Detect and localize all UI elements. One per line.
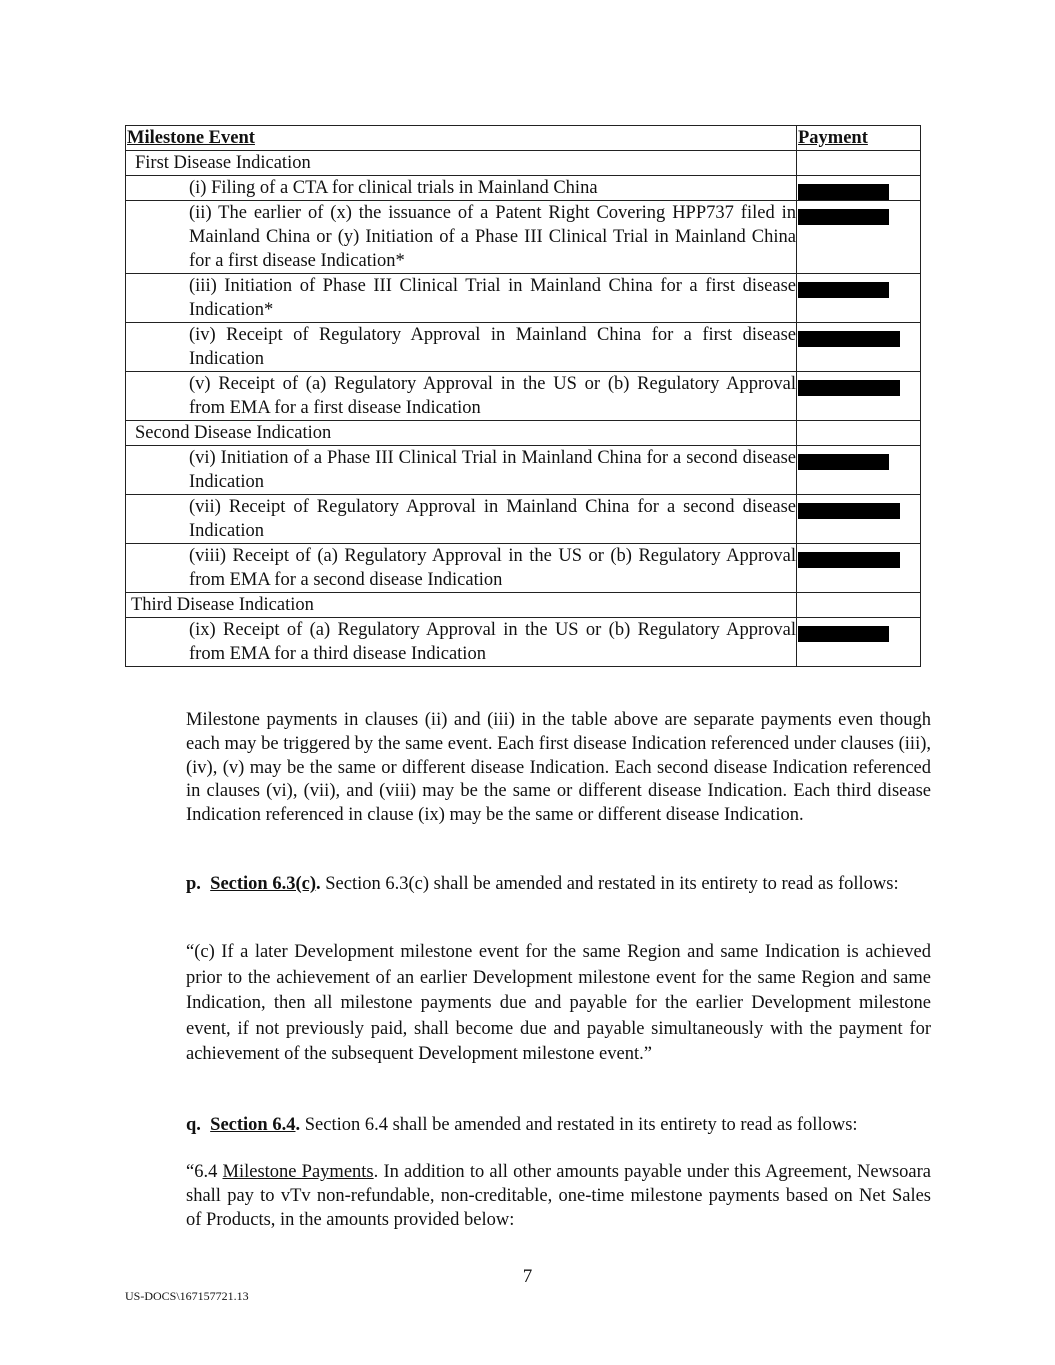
redacted-payment-bar: [798, 626, 889, 642]
table-group-row: [126, 151, 921, 176]
group-label: First Disease Indication: [126, 151, 797, 176]
payment-cell: [797, 421, 921, 446]
redacted-payment-bar: [798, 380, 900, 396]
payment-cell: [797, 201, 921, 274]
table-row: [126, 176, 921, 201]
table-group-row: [126, 593, 921, 618]
section-p-label: p.: [186, 874, 201, 894]
document-id: US-DOCS\167157721.13: [125, 1289, 249, 1303]
payment-cell: [797, 593, 921, 618]
quote-64-text: . In addition to all other amounts payable under this Agreement, Newsoara shall pay to vTv non-refundable, non-creditable, one-time milestone payments based on Net Sales of Products, in the amounts provided below:: [186, 1162, 931, 1230]
page-number: 7: [522, 1266, 533, 1287]
redacted-payment-bar: [798, 184, 889, 200]
table-row: [126, 446, 921, 495]
header-payment: Payment: [797, 126, 921, 151]
section-p-paragraph: p. Section 6.3(c). Section 6.3(c) shall be amended and restated in its entirety to read as follows:: [186, 874, 899, 894]
payment-cell: [797, 274, 921, 323]
table-row: [126, 544, 921, 593]
milestone-event: (viii) Receipt of (a) Regulatory Approval in the US or (b) Regulatory Approval from EMA for a second disease Indication: [126, 544, 797, 593]
milestone-event: (ix) Receipt of (a) Regulatory Approval in the US or (b) Regulatory Approval from EMA for a third disease Indication: [126, 618, 797, 667]
milestone-event: (v) Receipt of (a) Regulatory Approval in the US or (b) Regulatory Approval from EMA for a first disease Indication: [126, 372, 797, 421]
redacted-payment-bar: [798, 454, 889, 470]
milestone-table: [125, 125, 921, 667]
redacted-payment-bar: [798, 209, 889, 225]
payment-cell: [797, 323, 921, 372]
section-p-text: Section 6.3(c) shall be amended and restated in its entirety to read as follows:: [320, 874, 899, 894]
table-row: [126, 618, 921, 667]
redacted-payment-bar: [798, 331, 900, 347]
redacted-payment-bar: [798, 552, 900, 568]
payment-cell: [797, 618, 921, 667]
table-row: [126, 372, 921, 421]
quote-64-lead: “6.4: [186, 1162, 223, 1182]
section-q-label: q.: [186, 1115, 201, 1135]
quote-64-paragraph: [186, 1161, 931, 1232]
payment-cell: [797, 446, 921, 495]
redacted-payment-bar: [798, 503, 900, 519]
milestone-event: (iii) Initiation of Phase III Clinical Trial in Mainland China for a first disease Indication*: [126, 274, 797, 323]
table-row: [126, 274, 921, 323]
milestone-event: (i) Filing of a CTA for clinical trials in Mainland China: [126, 176, 797, 201]
table-header-row: [126, 126, 921, 151]
table-group-row: [126, 421, 921, 446]
section-q-heading: Section 6.4: [210, 1115, 296, 1135]
milestone-event: (vi) Initiation of a Phase III Clinical Trial in Mainland China for a second disease Indication: [126, 446, 797, 495]
payment-cell: [797, 372, 921, 421]
section-p-heading: Section 6.3(c): [210, 874, 317, 894]
redacted-payment-bar: [798, 282, 889, 298]
milestone-event: (vii) Receipt of Regulatory Approval in Mainland China for a second disease Indication: [126, 495, 797, 544]
group-label: Third Disease Indication: [126, 593, 797, 618]
milestone-note-paragraph: Milestone payments in clauses (ii) and (iii) in the table above are separate payments even though each may be triggered by the same event. Each first disease Indication referenced under clauses (iii), (iv), (v) may be the same or different disease Indication. Each second disease Indication referenced in clauses (vi), (vii), and (viii) may be the same or different disease Indication. Each third disease Indication referenced in clause (ix) may be the same or different disease Indication.: [186, 710, 931, 826]
quote-64-heading: Milestone Payments: [222, 1162, 374, 1182]
quote-c-paragraph: “(c) If a later Development milestone event for the same Region and same Indication is achieved prior to the achievement of an earlier Development milestone event for the same Region and same Indication, then all milestone payments due and payable for the earlier Development milestone event, if not previously paid, shall become due and payable simultaneously with the payment for achievement of the subsequent Development milestone event.”: [186, 942, 931, 1065]
table-row: [126, 495, 921, 544]
table-row: [126, 201, 921, 274]
header-milestone-event: Milestone Event: [126, 126, 797, 151]
payment-cell: [797, 495, 921, 544]
payment-cell: [797, 544, 921, 593]
section-q-text: Section 6.4 shall be amended and restated in its entirety to read as follows:: [300, 1115, 858, 1135]
milestone-event: (iv) Receipt of Regulatory Approval in Mainland China for a first disease Indication: [126, 323, 797, 372]
table-row: [126, 323, 921, 372]
payment-cell: [797, 176, 921, 201]
payment-cell: [797, 151, 921, 176]
milestone-event: (ii) The earlier of (x) the issuance of a Patent Right Covering HPP737 filed in Mainland China or (y) Initiation of a Phase III Clinical Trial in Mainland China for a first disease Indication*: [126, 201, 797, 274]
section-q-paragraph: q. Section 6.4. Section 6.4 shall be amended and restated in its entirety to read as follows:: [186, 1115, 858, 1135]
group-label: Second Disease Indication: [126, 421, 797, 446]
